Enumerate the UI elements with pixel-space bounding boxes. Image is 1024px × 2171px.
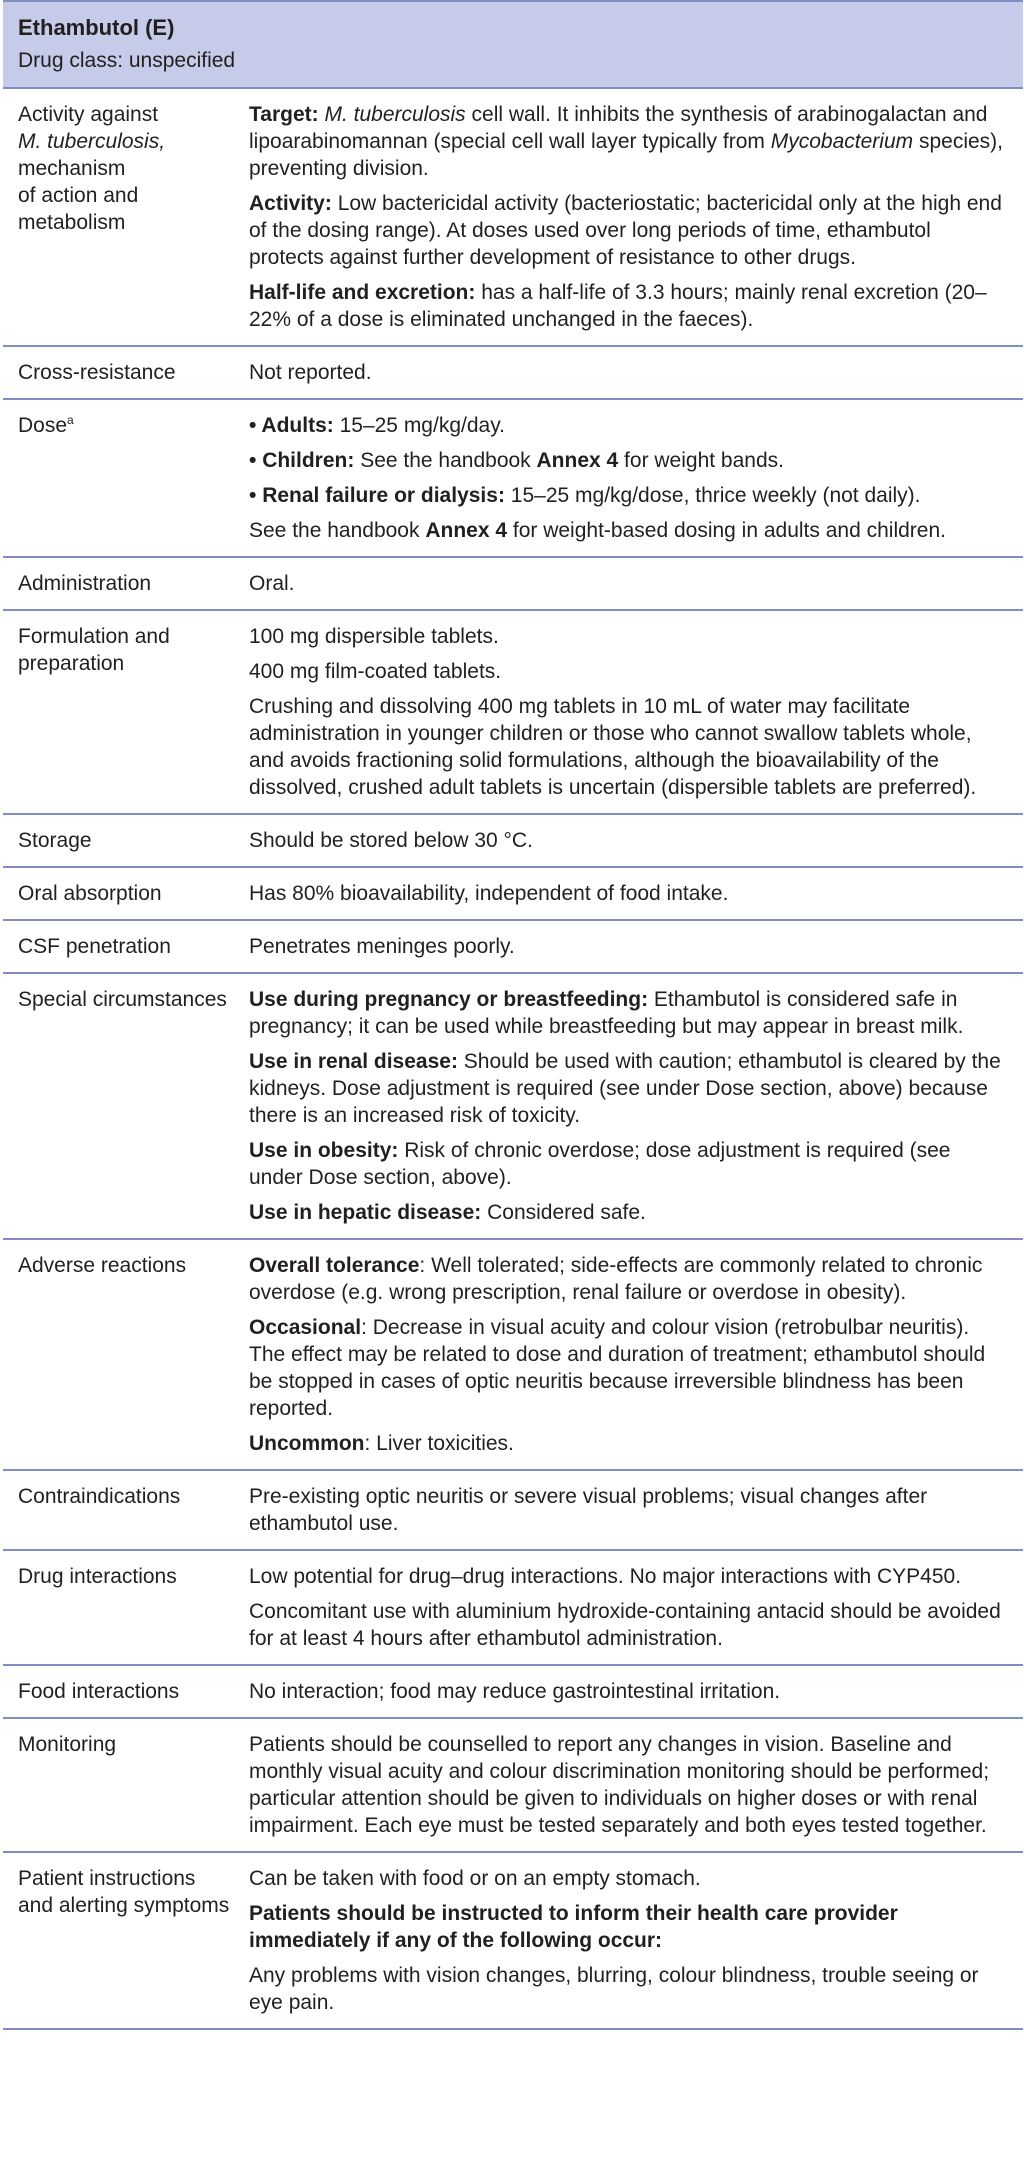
label-patient-instructions: Patient instructions and alerting symptoms: [3, 1852, 237, 2028]
content-dose: [237, 399, 1023, 557]
row-contraindications: [3, 1470, 1023, 1550]
row-oral-absorption: [3, 867, 1023, 920]
label-contraindications: Contraindications: [3, 1470, 237, 1550]
content-storage: Should be stored below 30 °C.: [237, 814, 1023, 867]
content-special-circumstances: Use during pregnancy or breastfeeding: Ethambutol is considered safe in pregnancy; it can be used while breastfeeding but may appear in breast milk. Use in renal disease: Should be used with caution; ethambutol is cleared by the kidneys. Dose adjustment is required (see under Dose section, above) because there is an increased risk of toxicity. Use in obesity: Risk of chronic overdose; dose adjustment is required (see under Dose section, above). Use in hepatic disease: Considered safe.: [237, 973, 1023, 1239]
dose-children: • Children: See the handbook Annex 4 for weight bands.: [249, 449, 784, 472]
content-patient-instructions: Can be taken with food or on an empty stomach. Patients should be instructed to inform their health care provider immediately if any of the following occur: Any problems with vision changes, blurring, colour blindness, trouble seeing or eye pain.: [237, 1852, 1023, 2028]
content-contraindications: Pre-existing optic neuritis or severe visual problems; visual changes after ethambutol use.: [237, 1470, 1023, 1550]
content-cross-resistance: Not reported.: [237, 346, 1023, 399]
label-special-circumstances: Special circumstances: [3, 973, 237, 1239]
row-food-interactions: [3, 1665, 1023, 1718]
monograph-table: [3, 87, 1023, 2028]
content-monitoring: Patients should be counselled to report any changes in vision. Baseline and monthly visual acuity and colour discrimination monitoring should be performed; particular attention should be given to individuals on higher doses or with renal impairment. Each eye must be tested separately and both eyes tested together.: [237, 1718, 1023, 1852]
label-food-interactions: Food interactions: [3, 1665, 237, 1718]
row-activity: [3, 88, 1023, 346]
label-administration: Administration: [3, 557, 237, 610]
content-food-interactions: No interaction; food may reduce gastrointestinal irritation.: [237, 1665, 1023, 1718]
label-formulation: Formulation and preparation: [3, 610, 237, 814]
halflife-paragraph: Half-life and excretion: has a half-life of 3.3 hours; mainly renal excretion (20–22% of a dose is eliminated unchanged in the faeces).: [249, 281, 987, 331]
row-administration: [3, 557, 1023, 610]
drug-title: Ethambutol (E): [18, 15, 175, 40]
label-monitoring: Monitoring: [3, 1718, 237, 1852]
row-dose: [3, 399, 1023, 557]
content-activity: [237, 88, 1023, 346]
content-oral-absorption: Has 80% bioavailability, independent of food intake.: [237, 867, 1023, 920]
activity-paragraph: Activity: Low bactericidal activity (bacteriostatic; bactericidal only at the high end of the dosing range). At doses used over long periods of time, ethambutol protects against further development of resistance to other drugs.: [249, 192, 1002, 269]
row-patient-instructions: [3, 1852, 1023, 2028]
row-special-circumstances: [3, 973, 1023, 1239]
label-storage: Storage: [3, 814, 237, 867]
row-drug-interactions: [3, 1550, 1023, 1665]
drug-monograph: [3, 0, 1023, 2030]
label-dose: Dose$^a$: [3, 399, 237, 557]
label-activity: Activity against M. tuberculosis, mechanism of action and metabolism: [3, 88, 237, 346]
label-csf-penetration: CSF penetration: [3, 920, 237, 973]
row-formulation: [3, 610, 1023, 814]
monograph-header: [3, 0, 1023, 87]
row-csf-penetration: [3, 920, 1023, 973]
row-cross-resistance: [3, 346, 1023, 399]
label-adverse-reactions: Adverse reactions: [3, 1239, 237, 1470]
content-administration: Oral.: [237, 557, 1023, 610]
label-oral-absorption: Oral absorption: [3, 867, 237, 920]
label-drug-interactions: Drug interactions: [3, 1550, 237, 1665]
content-adverse-reactions: Overall tolerance: Well tolerated; side-effects are commonly related to chronic overdose (e.g. wrong prescription, renal failure or overdose in obesity). Occasional: Decrease in visual acuity and colour vision (retrobulbar neuritis). The effect may be related to dose and duration of treatment; ethambutol should be stopped in cases of optic neuritis because irreversible blindness has been reported. Uncommon: Liver toxicities.: [237, 1239, 1023, 1470]
content-drug-interactions: Low potential for drug–drug interactions. No major interactions with CYP450. Concomitant use with aluminium hydroxide-containing antacid should be avoided for at least 4 hours after ethambutol administration.: [237, 1550, 1023, 1665]
target-paragraph: Target: M. tuberculosis cell wall. It inhibits the synthesis of arabinogalactan and lipoarabinomannan (special cell wall layer typically from Mycobacterium species), preventing division.: [249, 103, 1003, 180]
dose-renal: • Renal failure or dialysis: 15–25 mg/kg/dose, thrice weekly (not daily).: [249, 484, 921, 507]
label-cross-resistance: Cross-resistance: [3, 346, 237, 399]
footnote-marker: a: [67, 413, 74, 427]
dose-see-annex: See the handbook Annex 4 for weight-based dosing in adults and children.: [249, 519, 946, 542]
row-monitoring: [3, 1718, 1023, 1852]
content-formulation: 100 mg dispersible tablets. 400 mg film-coated tablets. Crushing and dissolving 400 mg tablets in 10 mL of water may facilitate administration in younger children or those who cannot swallow tablets whole, and avoids fractioning solid formulations, although the bioavailability of the dissolved, crushed adult tablets is uncertain (dispersible tablets are preferred).: [237, 610, 1023, 814]
row-storage: [3, 814, 1023, 867]
row-adverse-reactions: [3, 1239, 1023, 1470]
dose-adults: • Adults: 15–25 mg/kg/day.: [249, 414, 505, 437]
drug-class: Drug class: unspecified: [18, 49, 236, 72]
content-csf-penetration: Penetrates meninges poorly.: [237, 920, 1023, 973]
